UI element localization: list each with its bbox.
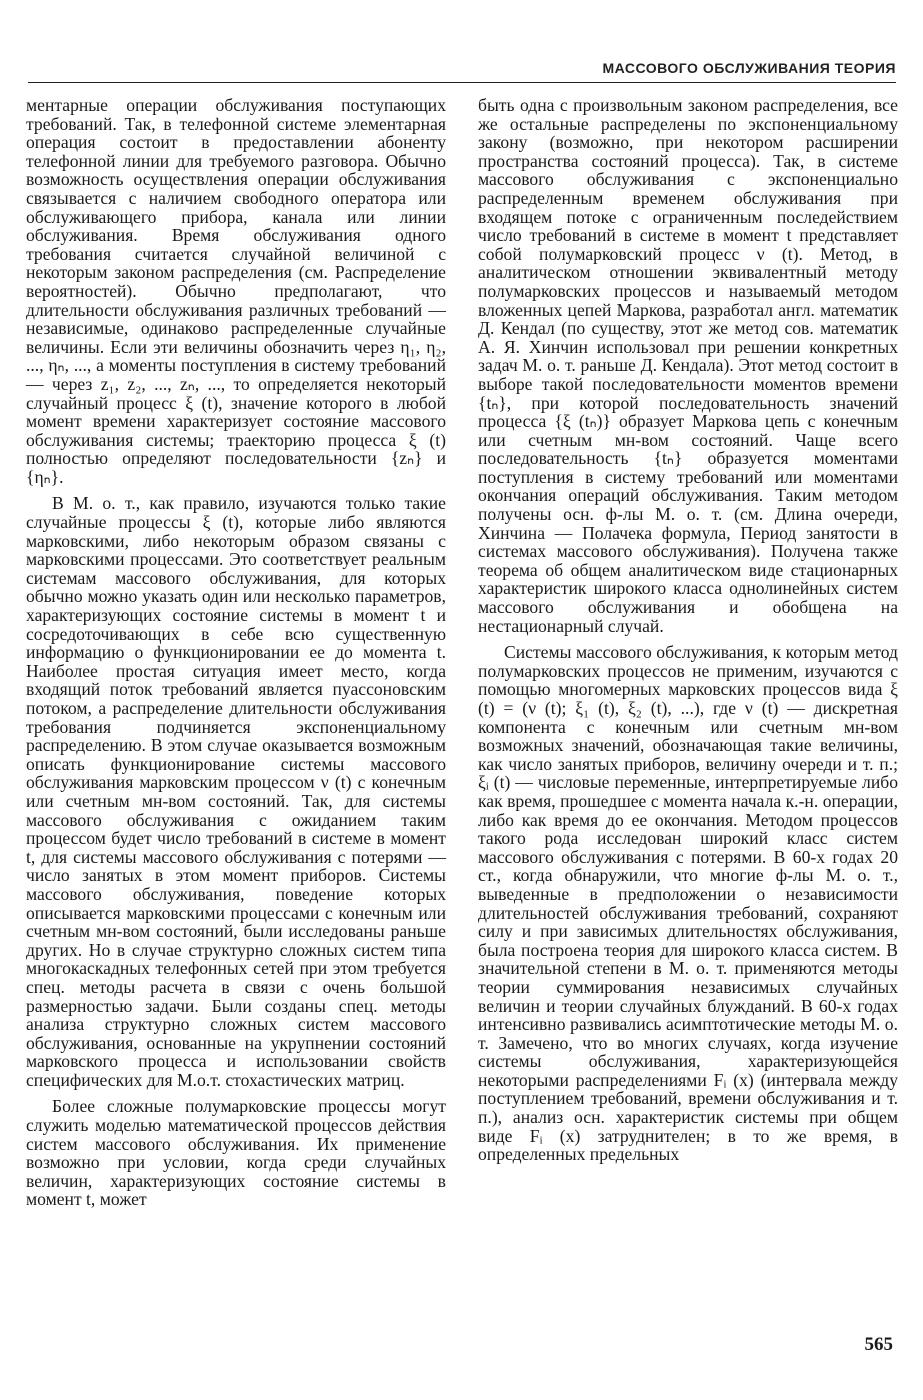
- left-paragraph-3: Более сложные полумарковские процессы могут служить моделью математической процессов действия систем массового обслуживания. Их применение возможно при условии, когда среди случайных величин, характеризующих состояние системы в момент t, может: [26, 1096, 446, 1210]
- page-number: 565: [864, 1334, 893, 1355]
- left-paragraph-1: ментарные операции обслуживания поступающих требований. Так, в телефонной системе элементарная операция состоит в предоставлении абоненту телефонной линии для требуемого разговора. Обычно возможность осуществления операции обслуживания связывается с наличием свободного оператора или обслуживающего прибора, канала или линии обслуживания. Время обслуживания одного требования считается случайной величиной с некоторым законом распределения (см. Распределение вероятностей). Обычно предполагают, что длительности обслуживания различных требований — независимые, одинаково распределенные случайные величины. Если эти величины обозначить через η₁, η₂, ..., ηₙ, ..., а моменты поступления в систему требований — через z₁, z₂, ..., zₙ, ..., то определяется некоторый случайный процесс ξ (t), значение которого в любой момент времени характеризует состояние массового обслуживания системы; траекторию процесса ξ (t) полностью определяют последовательности {zₙ} и {ηₙ}.: [26, 95, 446, 487]
- right-column: [478, 96, 898, 1164]
- left-paragraph-2: В М. о. т., как правило, изучаются только такие случайные процессы ξ (t), которые либо являются марковскими, либо некоторым образом связаны с марковскими процессами. Это соответствует реальным системам массового обслуживания, для которых обычно можно указать один или несколько параметров, характеризующих состояние системы в момент t и сосредоточивающих в себе всю существенную информацию о функционировании ее до момента t. Наиболее простая ситуация имеет место, когда входящий поток требований является пуассоновским потоком, а распределение длительности обслуживания требования подчиняется экспоненциальному распределению. В этом случае оказывается возможным описать функционирование системы массового обслуживания марковским процессом ν (t) с конечным или счетным мн-вом состояний. Так, для системы массового обслуживания с ожиданием таким процессом будет число требований в системе в момент t, для системы массового обслуживания с потерями — число занятых в этом момент приборов. Системы массового обслуживания, поведение которых описывается марковскими процессами с конечным или счетным мн-вом состояний, были исследованы раньше других. Но в случае структурно сложных систем типа многокаскадных телефонных сетей при этом требуется спец. методы расчета в связи с очень большой размерностью задачи. Были созданы спец. методы анализа структурно сложных систем массового обслуживания, основанные на укрупнении состояний марковского процесса и использовании свойств специфических для М.о.т. стохастических матриц.: [26, 493, 446, 1090]
- header-title: МАССОВОГО ОБСЛУЖИВАНИЯ ТЕОРИЯ: [602, 60, 896, 76]
- running-header: [28, 58, 896, 83]
- left-column: [26, 96, 446, 1209]
- right-paragraph-1: быть одна с произвольным законом распределения, все же остальные распределены по экспоненциальному закону (возможно, при некотором расширении пространства состояний процесса). Так, в системе массового обслуживания с экспоненциально распределенным временем обслуживания при входящем потоке с ограниченным последействием число требований в системе в момент t представляет собой полумарковский процесс ν (t). Метод, в аналитическом отношении эквивалентный методу полумарковских процессов и называемый методом вложенных цепей Маркова, разработал англ. математик Д. Кендал (по существу, этот же метод сов. математик А. Я. Хинчин использовал при решении конкретных задач М. о. т. раньше Д. Кендала). Этот метод состоит в выборе такой последовательности моментов времени {tₙ}, при которой последовательность значений процесса {ξ (tₙ)} образует Маркова цепь с конечным или счетным мн-вом состояний. Чаще всего последовательность {tₙ} образуется моментами поступления в систему требований или моментами окончания операций обслуживания. Таким методом получены осн. ф-лы М. о. т. (см. Длина очереди, Хинчина — Полачека формула, Период занятости в системах массового обслуживания). Получена также теорема об общем аналитическом виде стационарных характеристик широкого класса однолинейных систем массового обслуживания и обобщена на нестационарный случай.: [478, 95, 898, 636]
- right-paragraph-2: Системы массового обслуживания, к которым метод полумарковских процессов не применим, изучаются с помощью многомерных марковских процессов вида ξ (t) = (ν (t); ξ₁ (t), ξ₂ (t), ...), где ν (t) — дискретная компонента с конечным или счетным мн-вом возможных значений, обозначающая такие величины, как число занятых приборов, величину очереди и т. п.; ξᵢ (t) — числовые переменные, интерпретируемые либо как время, прошедшее с момента начала к.-н. операции, либо как время до ее окончания. Методом процессов такого рода исследован широкий класс систем массового обслуживания с потерями. В 60-х годах 20 ст., когда обнаружили, что многие ф-лы М. о. т., выведенные в предположении о независимости длительностей обслуживания требований, сохраняют силу и при зависимых длительностях обслуживания, была построена теория для широкого класса систем. В значительной степени в М. о. т. применяются методы теории суммирования независимых случайных величин и теории случайных блужданий. В 60-х годах интенсивно развивались асимптотические методы М. о. т. Замечено, что во многих случаях, когда изучение системы обслуживания, характеризующейся некоторыми распределениями Fᵢ (x) (интервала между поступлением требований, времени обслуживания и т. п.), анализ осн. характеристик системы при общем виде Fᵢ (x) затруднителен; в то же время, в определенных предельных: [478, 642, 898, 1165]
